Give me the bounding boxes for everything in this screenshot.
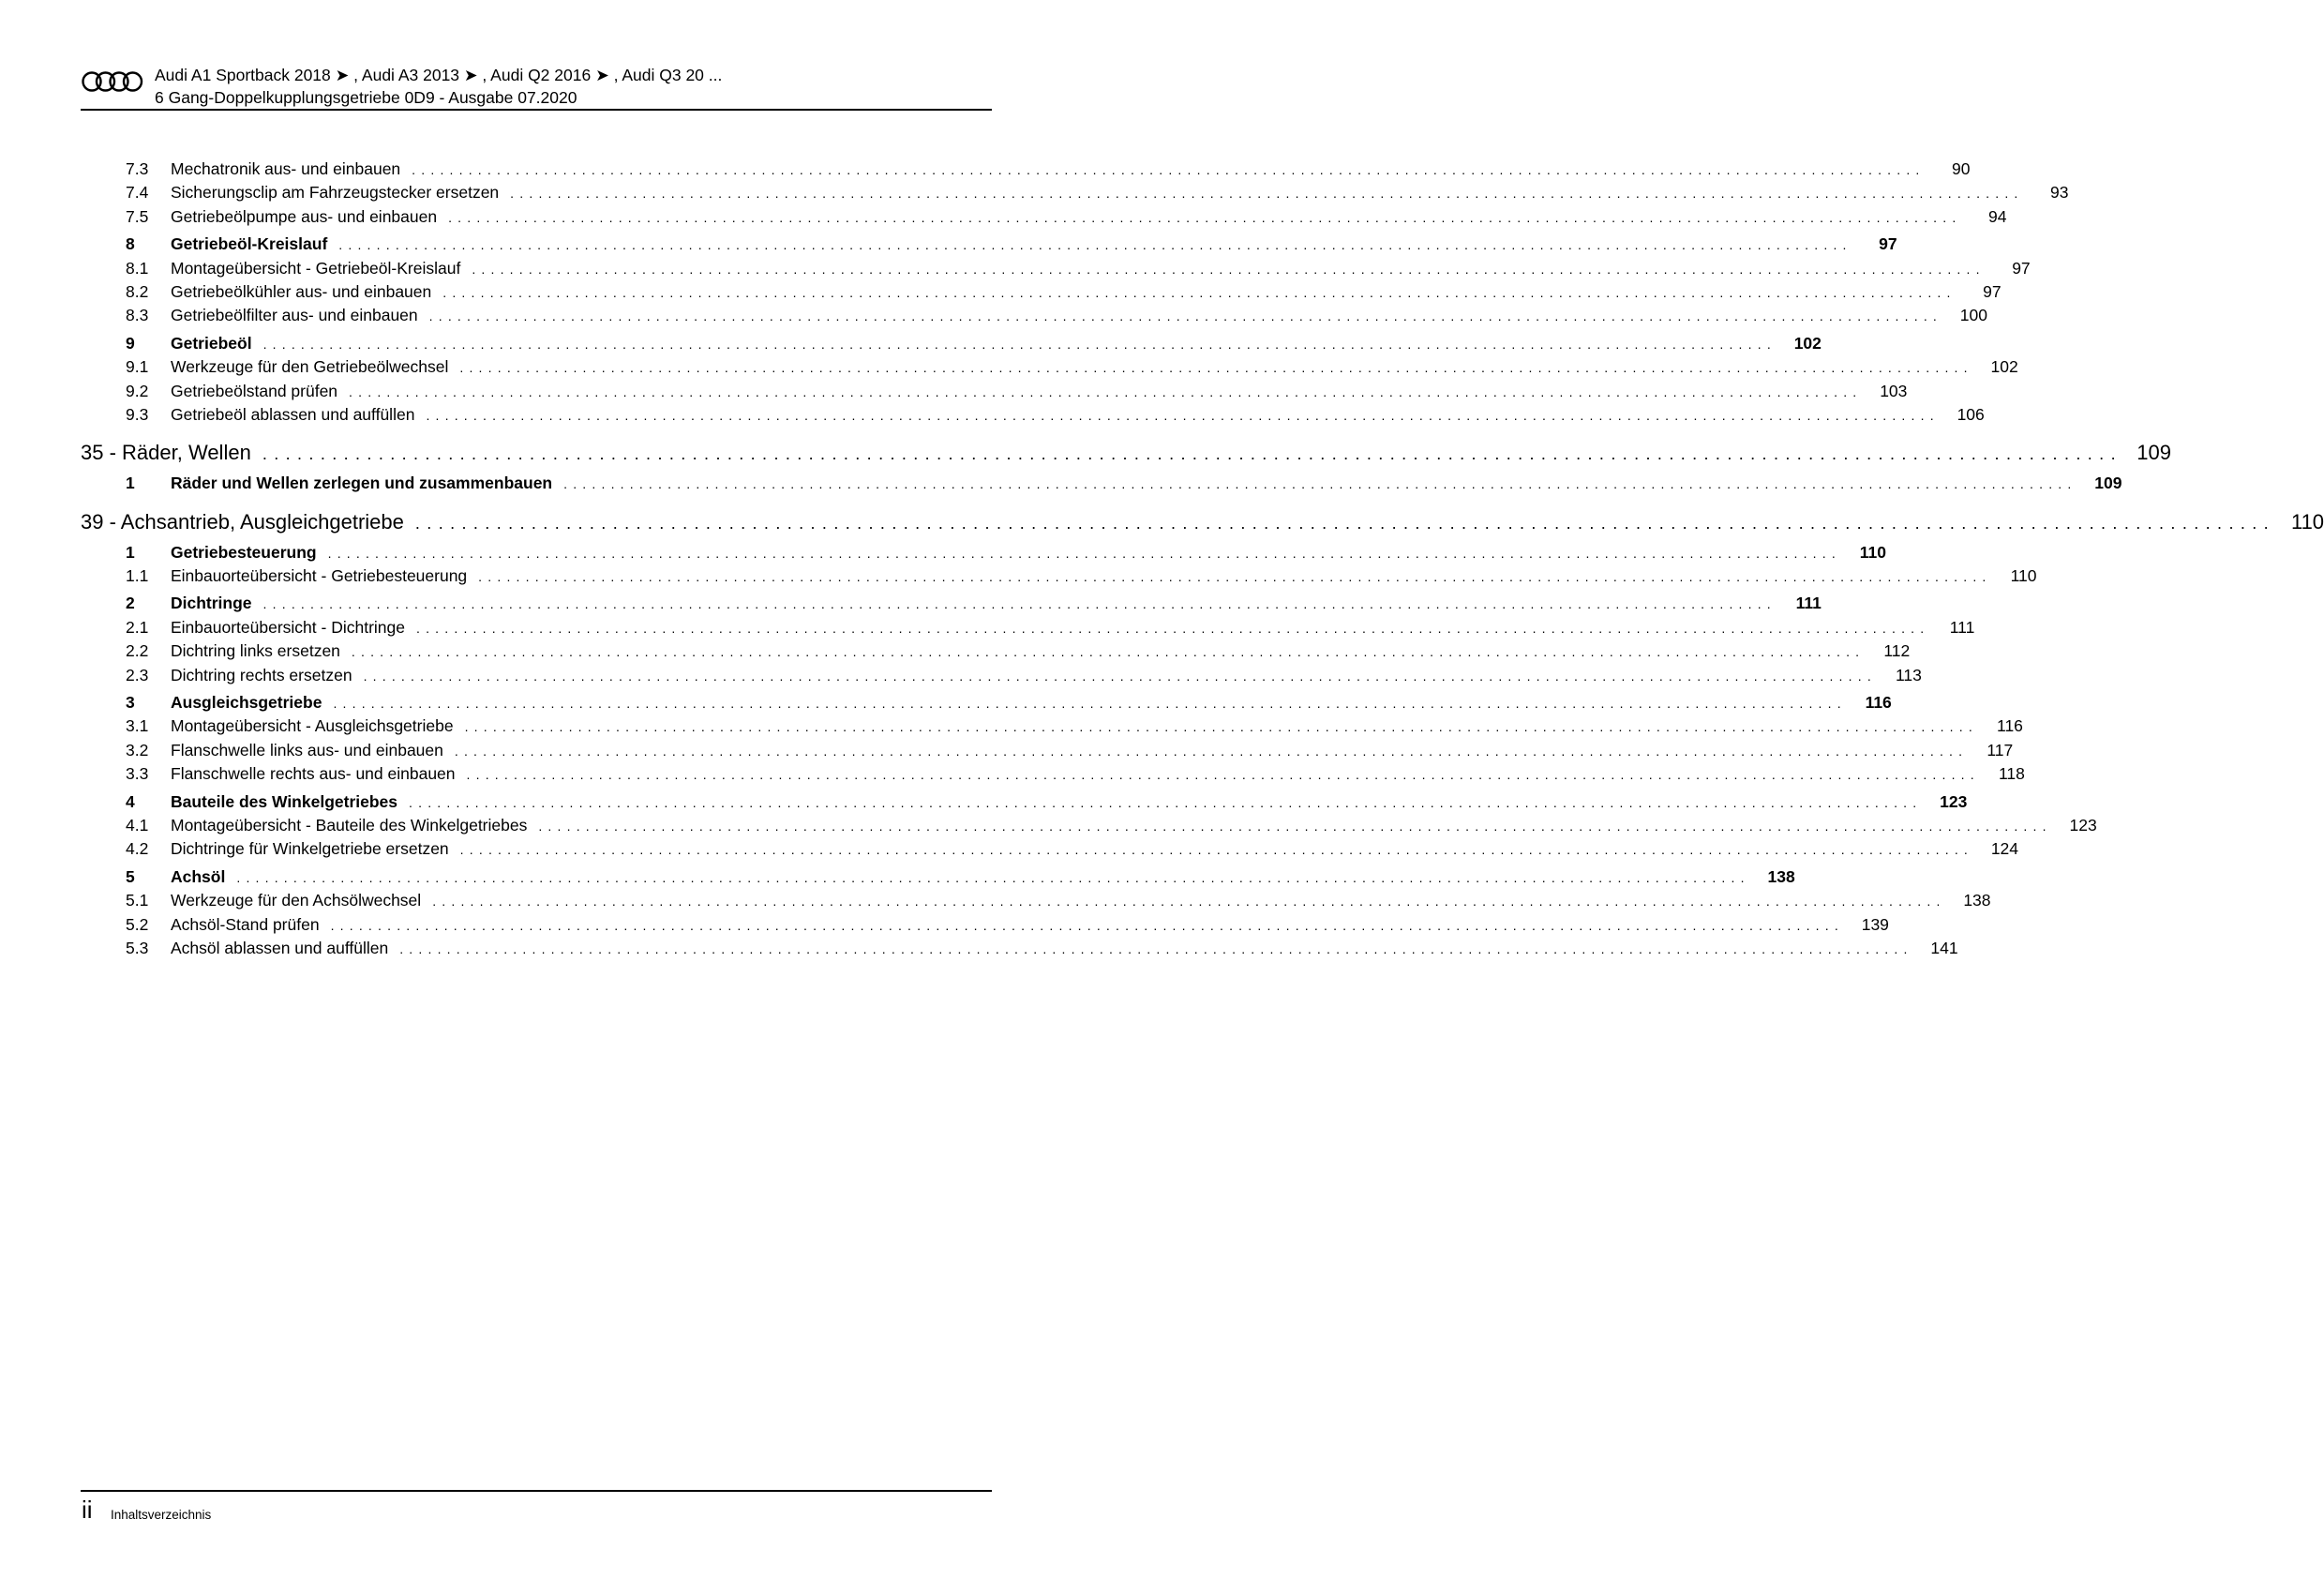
toc-page-number: 97 (1983, 281, 2002, 301)
toc-page-number: 90 (1952, 159, 1971, 178)
toc-title: Dichtringe für Winkelgetriebe ersetzen (171, 839, 449, 859)
toc-title: Achsöl (171, 866, 226, 886)
toc-subsection[interactable] (81, 206, 2007, 231)
toc-subsection[interactable] (81, 665, 1922, 689)
toc-number: 9.1 (126, 357, 149, 377)
toc-page-number: 106 (1957, 404, 1985, 424)
toc-leader-dots: ................................................................................................................................................................ (448, 209, 1962, 225)
toc-section[interactable] (81, 234, 1897, 258)
toc-title: Einbauorteübersicht - Dichtringe (171, 617, 405, 637)
toc-leader-dots: ................................................................................................................................................................ (327, 545, 1841, 561)
toc-title: Flanschwelle rechts aus- und einbauen (171, 764, 456, 784)
toc-title: Werkzeuge für den Achsölwechsel (171, 891, 422, 910)
toc-page-number: 141 (1930, 938, 1958, 957)
toc-subsection[interactable] (81, 815, 2097, 839)
toc-page-number: 109 (2137, 441, 2171, 465)
toc-number: 7.4 (126, 183, 149, 203)
toc-page-number: 102 (1793, 333, 1822, 353)
toc-page-number: 97 (1879, 234, 1897, 254)
toc-page-number: 110 (2010, 566, 2037, 586)
toc-subsection[interactable] (81, 306, 1987, 329)
toc-leader-dots: ................................................................................................................................................................ (466, 767, 1980, 783)
toc-leader-dots: ................................................................................................................................................................ (472, 261, 1986, 277)
toc-title: Flanschwelle links aus- und einbauen (171, 740, 443, 759)
toc-title: Getriebeöl-Kreislauf (171, 234, 328, 254)
toc-page-number: 111 (1949, 617, 1975, 637)
toc-subsection[interactable] (81, 891, 1991, 914)
header-vehicle-models: Audi A1 Sportback 2018 ➤ , Audi A3 2013 ➤ , Audi Q2 2016 ➤ , Audi Q3 20 ... (155, 66, 723, 84)
toc-leader-dots: ................................................................................................................................................................ (464, 719, 1978, 735)
toc-leader-dots: ................................................................................................................................................................ (412, 162, 1926, 177)
footer-section-label: Inhaltsverzeichnis (111, 1508, 212, 1522)
toc-title: Dichtring links ersetzen (171, 641, 340, 661)
toc-number: 5.1 (126, 891, 149, 910)
toc-title: Getriebeöl ablassen und auffüllen (171, 404, 415, 424)
toc-leader-dots: ................................................................................................................................................................ (510, 186, 2024, 202)
toc-leader-dots: ................................................................................................................................................................ (454, 743, 1969, 759)
toc-number: 3 (126, 693, 135, 713)
toc-number: 7.5 (126, 206, 149, 226)
toc-title: 35 - Räder, Wellen (81, 441, 251, 465)
toc-leader-dots: ................................................................................................................................................................ (428, 308, 1942, 324)
footer-page-number: ii (82, 1496, 93, 1524)
toc-number: 2.1 (126, 617, 149, 637)
toc-title: Montageübersicht - Bauteile des Winkelgetriebes (171, 815, 528, 835)
toc-number: 7.3 (126, 159, 149, 178)
toc-title: Bauteile des Winkelgetriebes (171, 791, 398, 811)
toc-page-number: 123 (1940, 791, 1968, 811)
toc-page-number: 138 (1767, 866, 1795, 886)
toc-title: Ausgleichsgetriebe (171, 693, 322, 713)
toc-title: Dichtring rechts ersetzen (171, 665, 352, 684)
toc-page-number: 123 (2069, 815, 2097, 835)
toc-leader-dots: ................................................................................................................................................................ (333, 696, 1847, 712)
toc-title: Achsöl ablassen und auffüllen (171, 938, 389, 957)
toc-title: Räder und Wellen zerlegen und zusammenbauen (171, 474, 553, 493)
toc-leader-dots: ................................................................................................................................................................ (414, 513, 2276, 533)
toc-leader-dots: ................................................................................................................................................................ (262, 444, 2122, 464)
toc-page-number: 116 (1997, 716, 2023, 736)
toc-number: 9.3 (126, 404, 149, 424)
toc-leader-dots: ................................................................................................................................................................ (351, 644, 1866, 660)
toc-subsection[interactable] (81, 641, 1911, 665)
toc-chapter[interactable] (81, 509, 2324, 539)
toc-title: Sicherungsclip am Fahrzeugstecker ersetzen (171, 183, 500, 203)
toc-page-number: 109 (2094, 474, 2122, 493)
toc-page-number: 112 (1883, 641, 1911, 661)
toc-subsection[interactable] (81, 938, 1958, 962)
toc-leader-dots: ................................................................................................................................................................ (262, 336, 1777, 352)
toc-number: 8 (126, 234, 135, 254)
toc-subsection[interactable] (81, 357, 2018, 381)
toc-title: Montageübersicht - Getriebeöl-Kreislauf (171, 258, 461, 278)
toc-page-number: 110 (1859, 542, 1886, 562)
toc-title: Getriebesteuerung (171, 542, 317, 562)
toc-title: Getriebeöl (171, 333, 252, 353)
toc-leader-dots: ................................................................................................................................................................ (330, 917, 1844, 933)
toc-title: Getriebeölkühler aus- und einbauen (171, 281, 432, 301)
toc-number: 5.3 (126, 938, 149, 957)
toc-subsection[interactable] (81, 159, 1971, 183)
toc-title: Einbauorteübersicht - Getriebesteuerung (171, 566, 468, 586)
toc-page-number: 94 (1987, 206, 2007, 226)
toc-page-number: 111 (1795, 594, 1822, 613)
toc-page-number: 117 (1987, 740, 2014, 759)
toc-leader-dots: ................................................................................................................................................................ (563, 476, 2077, 492)
toc-subsection[interactable] (81, 566, 2037, 590)
toc-section[interactable] (81, 791, 1968, 816)
toc-title: Achsöl-Stand prüfen (171, 914, 320, 934)
toc-leader-dots: ................................................................................................................................................................ (442, 284, 1957, 300)
toc-page-number: 116 (1865, 693, 1892, 713)
toc-title: Getriebeölfilter aus- und einbauen (171, 306, 418, 325)
toc-page-number: 93 (2050, 183, 2069, 203)
toc-title: 39 - Achsantrieb, Ausgleichgetriebe (81, 509, 404, 534)
toc-subsection[interactable] (81, 404, 1985, 429)
toc-leader-dots: ................................................................................................................................................................ (262, 596, 1777, 612)
toc-number: 8.3 (126, 306, 149, 325)
toc-leader-dots: ................................................................................................................................................................ (426, 407, 1940, 423)
footer-divider (81, 1490, 992, 1492)
toc-title: Getriebeölstand prüfen (171, 381, 338, 400)
toc-number: 3.1 (126, 716, 149, 736)
toc-page-number: 110 (2290, 509, 2324, 534)
toc-leader-dots: ................................................................................................................................................................ (432, 894, 1946, 910)
toc-leader-dots: ................................................................................................................................................................ (349, 383, 1863, 399)
toc-page-number: 102 (1990, 357, 2018, 377)
page-header (81, 64, 992, 111)
toc-leader-dots: ................................................................................................................................................................ (399, 940, 1913, 956)
toc-page-number: 124 (1990, 839, 2019, 859)
toc-section[interactable] (81, 542, 1886, 566)
header-edition: 6 Gang-Doppelkupplungsgetriebe 0D9 - Ausgabe 07.2020 (155, 88, 577, 107)
toc-number: 3.3 (126, 764, 149, 784)
toc-leader-dots: ................................................................................................................................................................ (236, 869, 1750, 885)
toc-section[interactable] (81, 474, 2122, 497)
toc-page-number: 113 (1896, 665, 1922, 684)
toc-leader-dots: ................................................................................................................................................................ (538, 818, 2052, 834)
toc-number: 1 (126, 542, 135, 562)
toc-leader-dots: ................................................................................................................................................................ (363, 668, 1877, 684)
toc-section[interactable] (81, 866, 1795, 891)
toc-title: Montageübersicht - Ausgleichsgetriebe (171, 716, 454, 736)
toc-page-number: 97 (2012, 258, 2031, 278)
toc-number: 1.1 (126, 566, 149, 586)
toc-leader-dots: ................................................................................................................................................................ (416, 620, 1930, 636)
toc-subsection[interactable] (81, 183, 2069, 206)
toc-title: Getriebeölpumpe aus- und einbauen (171, 206, 438, 226)
toc-leader-dots: ................................................................................................................................................................ (459, 360, 1973, 376)
toc-chapter[interactable] (81, 441, 2171, 470)
toc-number: 3.2 (126, 740, 149, 759)
toc-page-number: 139 (1861, 914, 1889, 934)
toc-subsection[interactable] (81, 258, 2031, 282)
header-divider (81, 109, 992, 111)
toc-title: Dichtringe (171, 594, 252, 613)
toc-subsection[interactable] (81, 281, 2002, 306)
toc-number: 9 (126, 333, 135, 353)
toc-title: Werkzeuge für den Getriebeölwechsel (171, 357, 449, 377)
toc-title: Mechatronik aus- und einbauen (171, 159, 401, 178)
toc-number: 4 (126, 791, 135, 811)
toc-subsection[interactable] (81, 617, 1975, 641)
toc-leader-dots: ................................................................................................................................................................ (338, 237, 1852, 253)
toc-number: 8.2 (126, 281, 149, 301)
toc-leader-dots: ................................................................................................................................................................ (478, 569, 1992, 585)
toc-number: 8.1 (126, 258, 149, 278)
toc-page-number: 103 (1880, 381, 1908, 400)
toc-subsection[interactable] (81, 716, 2023, 740)
toc-page-number: 118 (1998, 764, 2025, 784)
toc-number: 4.1 (126, 815, 149, 835)
toc-number: 5.2 (126, 914, 149, 934)
toc-number: 2.3 (126, 665, 149, 684)
toc-number: 9.2 (126, 381, 149, 400)
toc-subsection[interactable] (81, 839, 2019, 863)
toc-number: 2.2 (126, 641, 149, 661)
table-of-contents (81, 159, 2324, 962)
toc-section[interactable] (81, 693, 1892, 716)
audi-rings-logo (81, 70, 144, 93)
toc-subsection[interactable] (81, 740, 2014, 764)
toc-page-number: 100 (1959, 306, 1987, 325)
toc-section[interactable] (81, 333, 1822, 357)
toc-page-number: 138 (1963, 891, 1991, 910)
toc-subsection[interactable] (81, 764, 2025, 788)
toc-leader-dots: ................................................................................................................................................................ (459, 842, 1974, 858)
toc-number: 2 (126, 594, 135, 613)
toc-number: 1 (126, 474, 135, 493)
toc-subsection[interactable] (81, 914, 1889, 939)
toc-section[interactable] (81, 594, 1822, 617)
toc-leader-dots: ................................................................................................................................................................ (409, 794, 1923, 810)
toc-subsection[interactable] (81, 381, 1908, 405)
toc-number: 5 (126, 866, 135, 886)
toc-number: 4.2 (126, 839, 149, 859)
